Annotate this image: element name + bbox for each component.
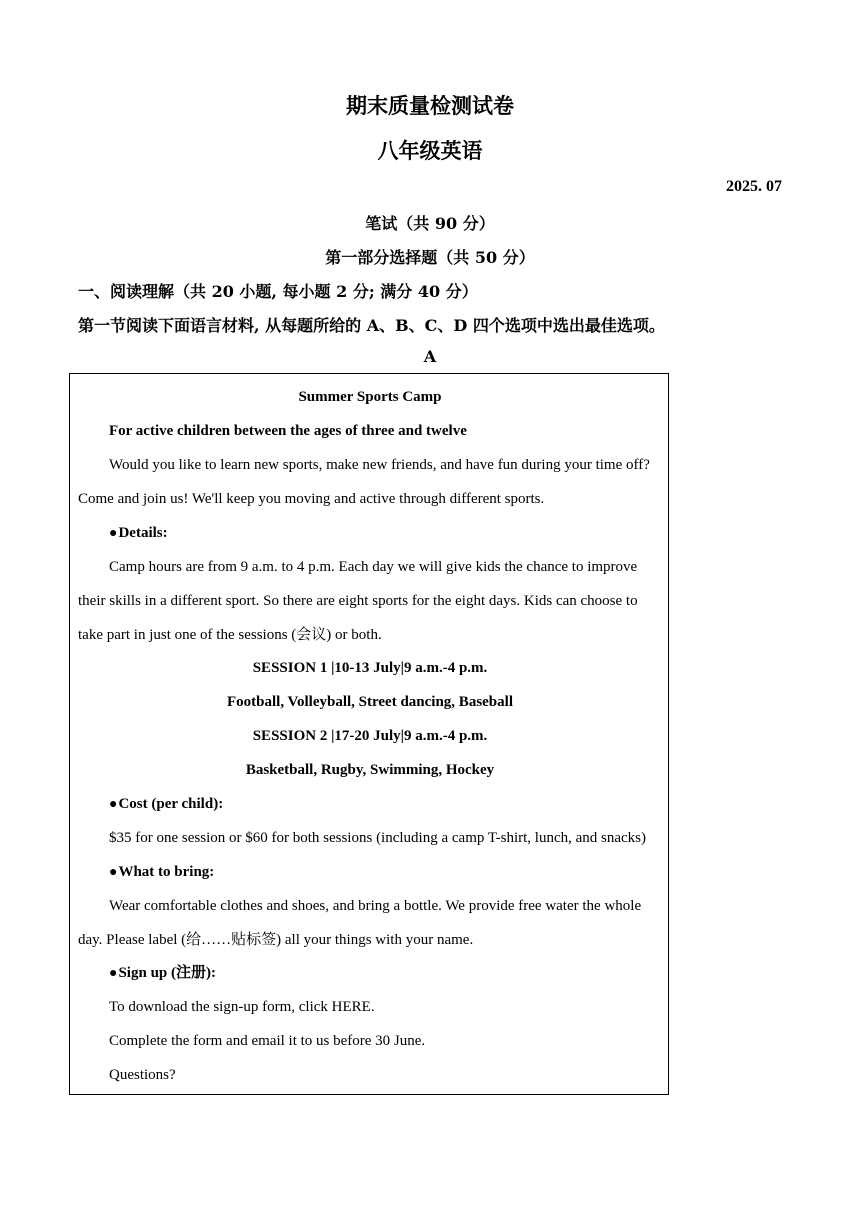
intro-line-1: Would you like to learn new sports, make new friends, and have fun during your time off? <box>109 457 650 473</box>
bring-line-2: day. Please label (给……贴标签) all your things with your name. <box>78 932 474 948</box>
exam-subtitle: 八年级英语 <box>377 138 483 163</box>
session-1: SESSION 1 |10-13 July|9 a.m.-4 p.m. <box>252 660 488 676</box>
session-2-sports: Basketball, Rugby, Swimming, Hockey <box>245 762 495 778</box>
bring-heading <box>109 863 662 882</box>
passage-tagline: For active children between the ages of three and twelve <box>109 423 467 439</box>
bullet-icon: ● <box>109 966 118 981</box>
details-line-2: their skills in a different sport. So there are eight sports for the eight days. Kids can choose to <box>78 593 638 609</box>
exam-title: 期末质量检测试卷 <box>346 93 514 118</box>
section-one-heading: 一、阅读理解（共 20 小题, 每小题 2 分; 满分 40 分） <box>78 282 478 301</box>
cost-line: $35 for one session or $60 for both sessions (including a camp T-shirt, lunch, and snacks) <box>109 830 647 846</box>
signup-heading <box>109 964 662 983</box>
cost-heading <box>109 795 662 814</box>
bullet-icon: ● <box>109 526 118 541</box>
passage-label: A <box>423 347 437 366</box>
bullet-icon: ● <box>109 865 118 880</box>
passage-title: Summer Sports Camp <box>298 389 442 405</box>
intro-line-2: Come and join us! We'll keep you moving and active through different sports. <box>78 491 545 507</box>
signup-line-2: Complete the form and email it to us before 30 June. <box>109 1033 426 1049</box>
signup-line-1: To download the sign-up form, click HERE. <box>109 999 375 1015</box>
session-1-sports: Football, Volleyball, Street dancing, Baseball <box>226 694 513 710</box>
details-heading <box>109 524 662 543</box>
cost-heading-text: Cost (per child): <box>118 796 224 812</box>
details-line-3: take part in just one of the sessions (会议) or both. <box>78 627 382 643</box>
instruction-text: 第一节阅读下面语言材料, 从每题所给的 A、B、C、D 四个选项中选出最佳选项。 <box>78 316 665 335</box>
details-line-1: Camp hours are from 9 a.m. to 4 p.m. Each day we will give kids the chance to improve <box>109 559 638 575</box>
part-one-heading: 第一部分选择题（共 50 分） <box>325 248 535 267</box>
bring-line-1: Wear comfortable clothes and shoes, and bring a bottle. We provide free water the whole <box>109 898 642 914</box>
session-2: SESSION 2 |17-20 July|9 a.m.-4 p.m. <box>252 728 488 744</box>
signup-heading-text: Sign up (注册): <box>118 965 216 981</box>
passage-box <box>69 373 669 1095</box>
questions-line: Questions? <box>109 1067 176 1083</box>
details-heading-text: Details: <box>118 525 168 541</box>
bring-heading-text: What to bring: <box>118 864 215 880</box>
exam-date: 2025. 07 <box>726 178 782 195</box>
bullet-icon: ● <box>109 797 118 812</box>
written-exam-heading: 笔试（共 90 分） <box>365 214 495 233</box>
